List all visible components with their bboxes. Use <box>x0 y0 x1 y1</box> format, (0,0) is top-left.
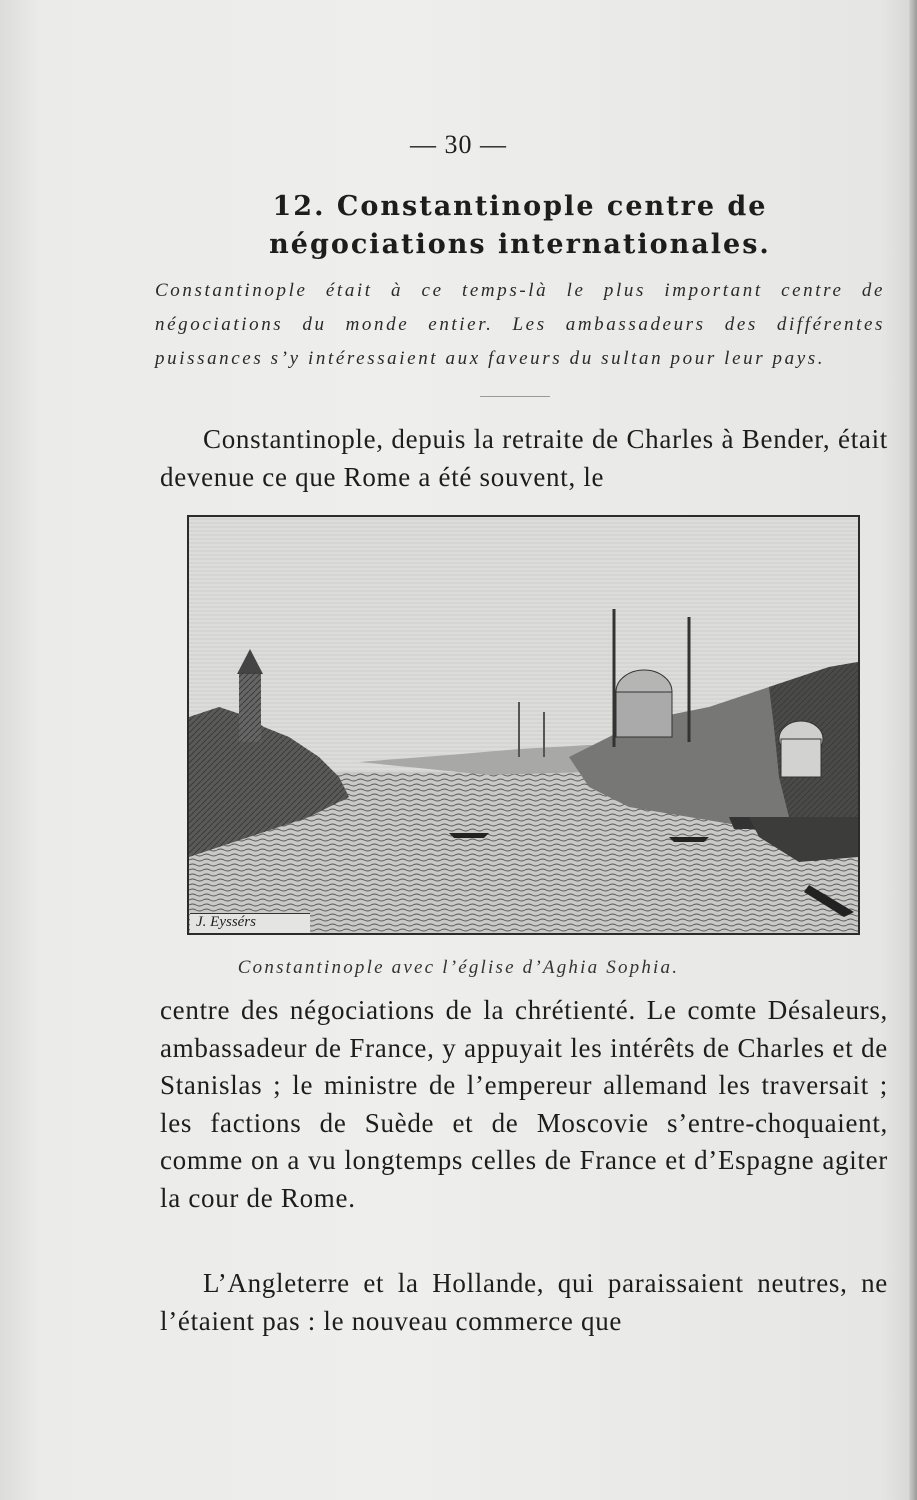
boat <box>669 837 709 842</box>
constantinople-engraving <box>189 517 858 933</box>
artist-signature: J. Eyssérs <box>190 913 310 933</box>
summary-divider <box>480 396 550 397</box>
body-paragraph-2: centre des négociations de la chrétienté. Le comte Désaleurs, ambassadeur de France, y appuyait les intérêts de Charles et de Stanislas ; le ministre de l’empereur allemand les traversait ; les factions de Suède et de Moscovie s’entre-choquaient, comme on a vu longtemps celles de France et d’Espagne agiter la cour de Rome. <box>160 995 888 1213</box>
body-paragraph-1: Constantinople, depuis la retraite de Charles à Bender, était devenue ce que Rome a été souvent, le <box>160 424 888 492</box>
boat <box>449 833 489 838</box>
engraving-illustration <box>187 515 860 935</box>
chapter-title: 12. Constantinople centre de négociations internationales. <box>269 191 771 260</box>
chapter-summary: Constantinople était à ce temps-là le plus important centre de négociations du monde entier. Les ambassadeurs des différentes puissances s’y intéressaient aux faveurs du sultan pour leur pays. <box>155 280 885 369</box>
page-number: — 30 — <box>410 130 507 159</box>
body-paragraph-3: L’Angleterre et la Hollande, qui paraissaient neutres, ne l’étaient pas : le nouveau commerce que <box>160 1268 888 1336</box>
page-edge-shadow <box>909 0 917 1500</box>
illustration-caption: Constantinople avec l’église d’Aghia Sophia. <box>237 957 680 978</box>
